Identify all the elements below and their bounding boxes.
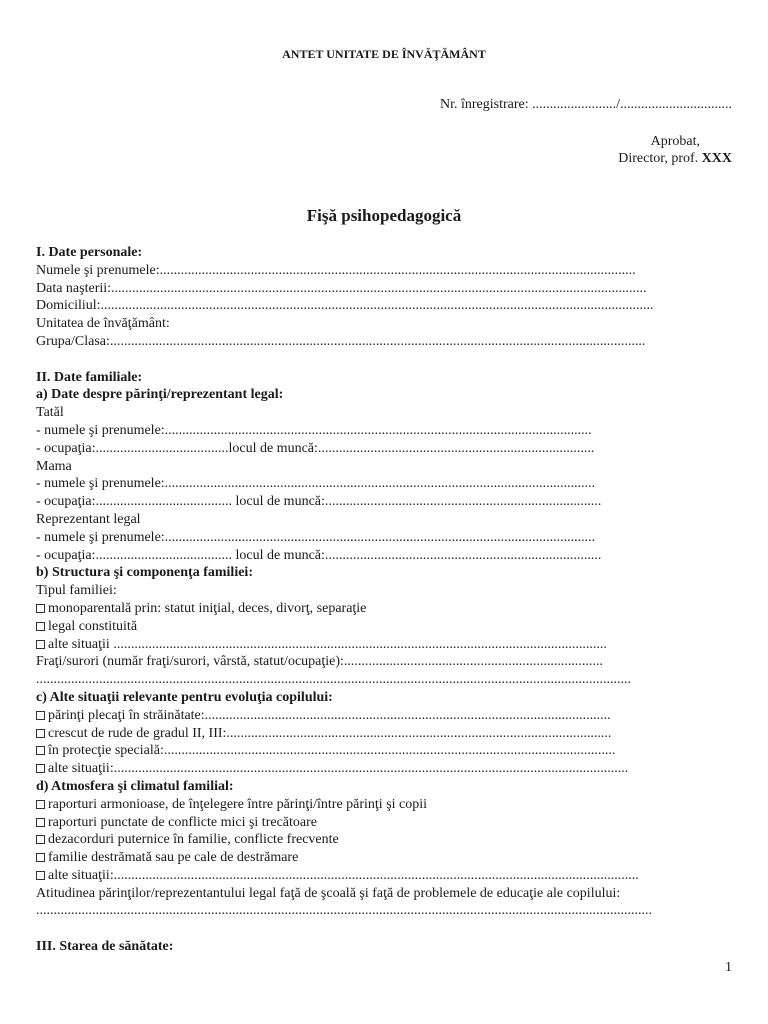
parents-attitude-field: ................................................................................................................................................................................ (36, 903, 652, 919)
checkbox[interactable] (36, 835, 45, 844)
family-option: alte situaţii ............................................................................................................................................. (36, 636, 736, 654)
climate-option: familie destrămată sau pe cale de destrămare (36, 849, 736, 867)
form-body (36, 244, 736, 956)
parents-heading: a) Date despre părinţi/reprezentant legal: (36, 387, 284, 403)
situation-option: alte situaţii:................................................................................................................................................... (36, 760, 736, 778)
checkbox[interactable] (36, 622, 45, 631)
document-title: Fişă psihopedagogică (306, 206, 462, 225)
checkbox[interactable] (36, 871, 45, 880)
checkbox[interactable] (36, 640, 45, 649)
mother-job-field: - ocupaţia:....................................... locul de muncă:............................................................................... (36, 494, 602, 510)
situation-option: în protecţie specială:................................................................................................................................. (36, 742, 736, 760)
page-number: 1 (725, 960, 732, 975)
family-option: legal constituită (36, 618, 736, 636)
checkbox[interactable] (36, 764, 45, 773)
director-prefix: Director, prof. (618, 151, 702, 166)
family-structure-heading: b) Structura şi componenţa familiei: (36, 565, 253, 581)
father-name-field: - numele şi prenumele:.......................................................................................................................... (36, 422, 592, 438)
siblings-field-continued: .......................................................................................................................................................................... (36, 672, 631, 688)
situation-option: crescut de rude de gradul II, III:.............................................................................................................. (36, 725, 736, 743)
section-health-heading: III. Starea de sănătate: (36, 939, 174, 955)
climate-option: raporturi armonioase, de înţelegere între părinţi/între părinţi şi copii (36, 796, 736, 814)
institution-header: ANTET UNITATE DE ÎNVĂŢĂMÂNT (282, 47, 486, 61)
approved-label: Aprobat, (650, 134, 700, 149)
checkbox[interactable] (36, 746, 45, 755)
field-address: Domiciliul:.............................................................................................................................................................. (36, 298, 654, 314)
father-job-field: - ocupaţia:......................................locul de muncă:............................................................................... (36, 440, 595, 456)
field-birth-date: Data naşterii:......................................................................................................................................................... (36, 280, 647, 296)
father-label: Tatăl (36, 405, 64, 421)
siblings-field: Fraţi/surori (număr fraţi/surori, vârstă, statut/ocupaţie):.......................................................................... (36, 654, 603, 670)
legal-rep-job-field: - ocupaţia:....................................... locul de muncă:............................................................................... (36, 547, 602, 563)
section-family-heading: II. Date familiale: (36, 369, 143, 385)
legal-rep-label: Reprezentant legal (36, 511, 141, 527)
other-situations-heading: c) Alte situaţii relevante pentru evoluţia copilului: (36, 689, 333, 705)
checkbox[interactable] (36, 800, 45, 809)
checkbox[interactable] (36, 604, 45, 613)
checkbox[interactable] (36, 711, 45, 720)
climate-option: dezacorduri puternice în familie, conflicte frecvente (36, 831, 736, 849)
situation-option: părinţi plecaţi în străinătate:.................................................................................................................... (36, 707, 736, 725)
registration-number: Nr. înregistrare: ......................../................................ (439, 97, 732, 112)
field-school: Unitatea de învăţământ: (36, 316, 170, 332)
family-option: monoparentală prin: statut iniţial, deces, divorţ, separaţie (36, 600, 736, 618)
parents-attitude-label: Atitudinea părinţilor/reprezentantului legal faţă de şcoală şi faţă de problemele de educaţie ale copilului: (36, 885, 621, 901)
climate-option: raporturi punctate de conflicte mici şi trecătoare (36, 814, 736, 832)
legal-rep-name-field: - numele şi prenumele:........................................................................................................................... (36, 529, 596, 545)
checkbox[interactable] (36, 818, 45, 827)
field-group-class: Grupa/Clasa:......................................................................................................................................................... (36, 333, 646, 349)
director-name: XXX (701, 151, 732, 166)
family-climate-heading: d) Atmosfera şi climatul familial: (36, 778, 234, 794)
checkbox[interactable] (36, 853, 45, 862)
mother-name-field: - numele şi prenumele:........................................................................................................................... (36, 476, 596, 492)
family-type-label: Tipul familiei: (36, 583, 117, 599)
field-full-name: Numele şi prenumele:........................................................................................................................................ (36, 262, 636, 278)
mother-label: Mama (36, 458, 72, 474)
checkbox[interactable] (36, 729, 45, 738)
section-personal-heading: I. Date personale: (36, 245, 143, 260)
climate-option: alte situaţii:...................................................................................................................................................... (36, 867, 736, 885)
director-line (618, 151, 732, 167)
